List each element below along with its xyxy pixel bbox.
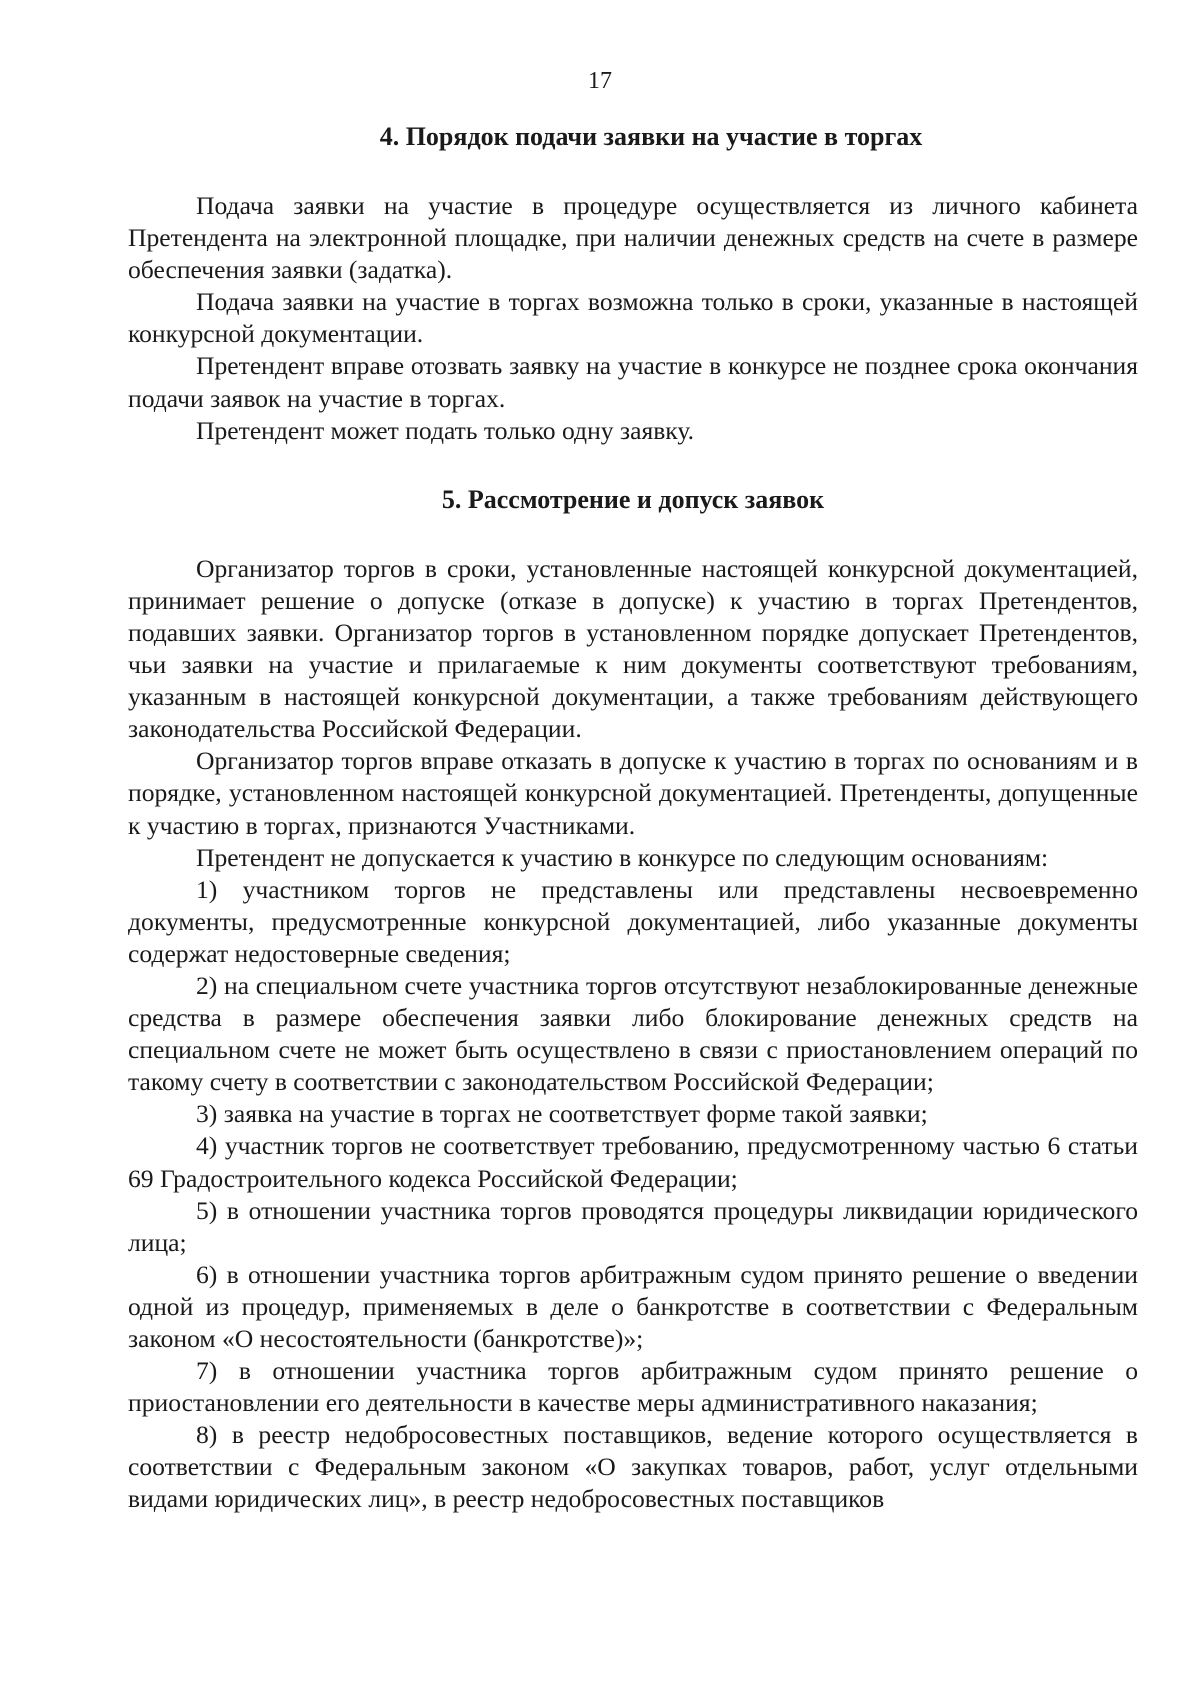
list-item: 7) в отношении участника торгов арбитражным судом принято решение о приостановлении его деятельности в качестве меры административного наказания; xyxy=(128,1356,1138,1418)
section-4-paragraph: Претендент вправе отозвать заявку на участие в конкурсе не позднее срока окончания подачи заявок на участие в торгах. xyxy=(128,351,1138,413)
section-4-paragraph: Подача заявки на участие в процедуре осуществляется из личного кабинета Претендента на электронной площадке, при наличии денежных средств на счете в размере обеспечения заявки (задатка). xyxy=(128,191,1138,285)
section-4-paragraph: Подача заявки на участие в торгах возможна только в сроки, указанные в настоящей конкурсной документации. xyxy=(128,287,1138,349)
section-5-paragraph: Претендент не допускается к участию в конкурсе по следующим основаниям: xyxy=(196,842,1049,872)
section-5-title: 5. Рассмотрение и допуск заявок xyxy=(441,484,825,514)
section-4-paragraph: Претендент может подать только одну заявку. xyxy=(196,415,695,445)
list-item: 6) в отношении участника торгов арбитражным судом принято решение о введении одной из процедур, применяемых в деле о банкротстве в соответствии с Федеральным законом «О несостоятельности (банкротстве)»; xyxy=(128,1259,1138,1353)
page-content xyxy=(128,120,1138,1516)
section-5-paragraph: Организатор торгов вправе отказать в допуске к участию в торгах по основаниям и в порядке, установленном настоящей конкурсной документацией. Претенденты, допущенные к участию в торгах, признаются Участниками. xyxy=(128,746,1138,840)
section-4-title: 4. Порядок подачи заявки на участие в торгах xyxy=(379,122,923,151)
list-item: 8) в реестр недобросовестных поставщиков, ведение которого осуществляется в соответствии с Федеральным законом «О закупках товаров, работ, услуг отдельными видами юридических лиц», в реестр недобросовестных поставщиков xyxy=(128,1420,1138,1514)
list-item: 1) участником торгов не представлены или представлены несвоевременно документы, предусмотренные конкурсной документацией, либо указанные документы содержат недостоверные сведения; xyxy=(128,874,1138,968)
list-item: 2) на специальном счете участника торгов отсутствуют незаблокированные денежные средства в размере обеспечения заявки либо блокирование денежных средств на специальном счете не может быть осуществлено в связи с приостановлением операций по такому счету в соответствии с законодательством Российской Федерации; xyxy=(128,970,1138,1097)
list-item: 4) участник торгов не соответствует требованию, предусмотренному частью 6 статьи 69 Градостроительного кодекса Российской Федерации; xyxy=(128,1131,1138,1193)
page-number: 17 xyxy=(588,68,612,94)
section-5-paragraph: Организатор торгов в сроки, установленные настоящей конкурсной документацией, принимает решение о допуске (отказе в допуске) к участию в торгах Претендентов, подавших заявки. Организатор торгов в установленном порядке допускает Претендентов, чьи заявки на участие и прилагаемые к ним документы соответствуют требованиям, указанным в настоящей конкурсной документации, а также требованиям действующего законодательства Российской Федерации. xyxy=(128,553,1138,744)
list-item: 3) заявка на участие в торгах не соответствует форме такой заявки; xyxy=(196,1099,928,1129)
list-item: 5) в отношении участника торгов проводятся процедуры ликвидации юридического лица; xyxy=(128,1195,1138,1257)
